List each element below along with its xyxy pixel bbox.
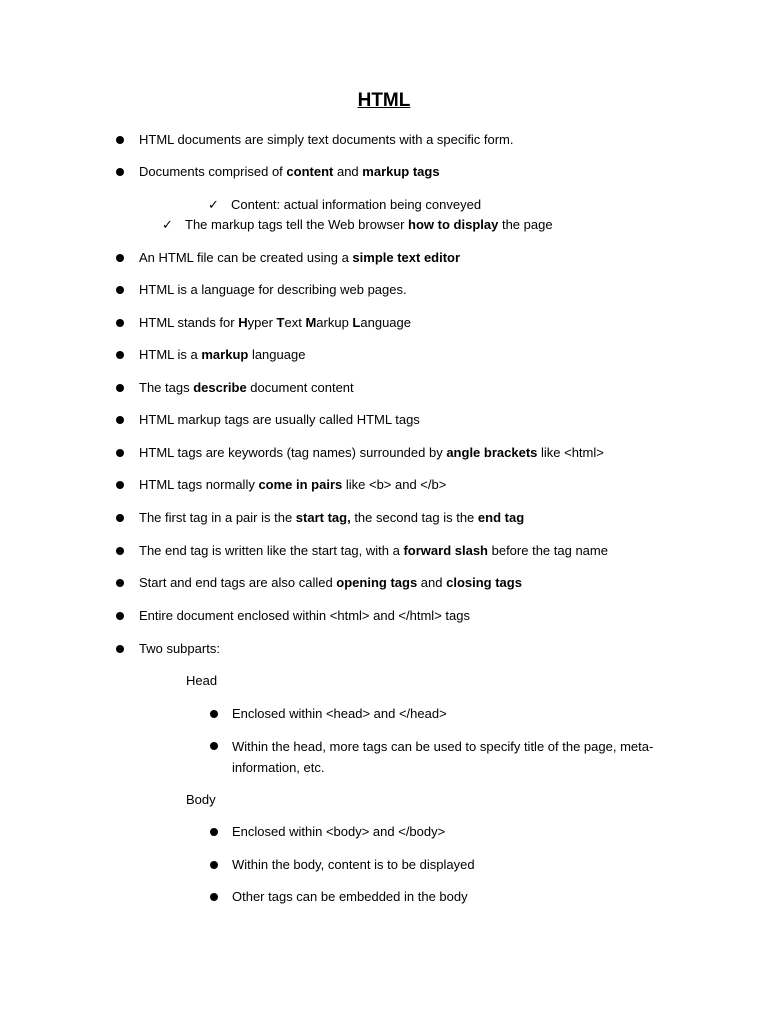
text-run: yper xyxy=(247,315,277,330)
list-item-text xyxy=(139,131,513,149)
bullet-icon xyxy=(116,384,124,392)
bold-text: markup tags xyxy=(362,164,440,179)
list-item-text xyxy=(139,411,420,429)
list-item-text xyxy=(139,476,446,494)
list-item-text xyxy=(139,509,524,527)
bullet-icon xyxy=(116,168,124,176)
bullet-icon xyxy=(116,514,124,522)
list-item-text xyxy=(232,888,468,906)
text-run: Enclosed within <body> and </body> xyxy=(232,824,446,839)
bold-text: M xyxy=(305,315,317,330)
text-run: ext xyxy=(284,315,306,330)
text-run: like <html> xyxy=(537,445,604,460)
text-run: HTML stands for xyxy=(139,315,239,330)
bold-text: describe xyxy=(193,380,247,395)
list-item-text xyxy=(139,640,220,658)
list-item-text xyxy=(139,281,407,299)
page-title: HTML xyxy=(357,90,411,111)
checkmark-icon: ✓ xyxy=(208,197,219,212)
list-item-text xyxy=(139,314,411,332)
bold-text: forward slash xyxy=(403,543,488,558)
bold-text: content xyxy=(286,164,334,179)
text-run: An HTML file can be created using a xyxy=(139,250,353,265)
text-run: The markup tags tell the Web browser xyxy=(185,217,409,232)
bullet-icon xyxy=(210,861,218,869)
text-run: Documents comprised of xyxy=(139,164,287,179)
bullet-icon xyxy=(116,612,124,620)
list-item-text xyxy=(185,216,553,234)
list-item-text xyxy=(139,444,604,462)
bullet-icon xyxy=(116,286,124,294)
section-label xyxy=(186,672,217,690)
text-run: Entire document enclosed within <html> and </html> tags xyxy=(139,608,470,623)
text-run: before the tag name xyxy=(488,543,608,558)
bullet-icon xyxy=(116,319,124,327)
text-run: the page xyxy=(498,217,553,232)
bullet-icon xyxy=(116,449,124,457)
text-run: the second tag is the xyxy=(350,510,478,525)
text-run: HTML is a language for describing web pages. xyxy=(139,282,407,297)
list-item xyxy=(232,737,672,778)
bullet-icon xyxy=(116,254,124,262)
text-run: Content: actual information being conveyed xyxy=(231,197,482,212)
bullet-icon xyxy=(210,893,218,901)
bold-text: angle brackets xyxy=(446,445,538,460)
text-run: The end tag is written like the start tag, with a xyxy=(139,543,404,558)
text-run: HTML markup tags are usually called HTML tags xyxy=(139,412,420,427)
text-run: and xyxy=(417,575,447,590)
text-run: Within the head, more tags can be used to specify title of the page, meta-information, etc. xyxy=(232,739,654,775)
list-item-text xyxy=(232,705,447,723)
bold-text: come in pairs xyxy=(258,477,343,492)
list-item-text xyxy=(139,574,522,592)
text-run: HTML tags are keywords (tag names) surrounded by xyxy=(139,445,447,460)
bullet-icon xyxy=(210,828,218,836)
text-run: HTML tags normally xyxy=(139,477,259,492)
list-item-text xyxy=(139,379,354,397)
bold-text: opening tags xyxy=(336,575,418,590)
text-run: document content xyxy=(246,380,354,395)
bold-text: H xyxy=(238,315,248,330)
bullet-icon xyxy=(210,742,218,750)
list-item-text xyxy=(231,196,481,214)
bold-text: how to xyxy=(408,217,450,232)
section-label xyxy=(186,791,216,809)
list-item-text xyxy=(232,736,672,778)
text-run: arkup xyxy=(316,315,353,330)
list-item-text xyxy=(232,823,445,841)
text-run: HTML documents are simply text documents with a specific form. xyxy=(139,132,514,147)
list-item-text xyxy=(139,346,305,364)
bold-text: end tag xyxy=(477,510,525,525)
text-run: Head xyxy=(186,673,218,688)
text-run: The first tag in a pair is the xyxy=(139,510,296,525)
bold-text: simple text editor xyxy=(352,250,461,265)
bullet-icon xyxy=(116,547,124,555)
bold-text: L xyxy=(352,315,361,330)
text-run: Other tags can be embedded in the body xyxy=(232,889,468,904)
list-item-text xyxy=(139,607,470,625)
bullet-icon xyxy=(116,481,124,489)
bullet-icon xyxy=(116,645,124,653)
list-item-text xyxy=(232,856,475,874)
bullet-icon xyxy=(210,710,218,718)
bold-text: start tag, xyxy=(295,510,351,525)
checkmark-icon: ✓ xyxy=(162,217,173,232)
text-run: like <b> and </b> xyxy=(342,477,447,492)
bold-text: T xyxy=(276,315,285,330)
text-run: HTML is a xyxy=(139,347,202,362)
text-run: language xyxy=(248,347,306,362)
text-run: Two subparts: xyxy=(139,641,220,656)
bold-text: markup xyxy=(201,347,249,362)
text-run: The tags xyxy=(139,380,194,395)
text-run: Enclosed within <head> and </head> xyxy=(232,706,447,721)
text-run: anguage xyxy=(360,315,411,330)
list-item-text xyxy=(139,163,440,181)
list-item-text xyxy=(139,542,608,560)
bullet-icon xyxy=(116,136,124,144)
text-run: Start and end tags are also called xyxy=(139,575,337,590)
bold-text: closing tags xyxy=(446,575,522,590)
text-run: Within the body, content is to be displayed xyxy=(232,857,475,872)
text-run: and xyxy=(333,164,363,179)
bullet-icon xyxy=(116,351,124,359)
text-run: Body xyxy=(186,792,216,807)
bullet-icon xyxy=(116,416,124,424)
list-item-text xyxy=(139,249,460,267)
bold-text: display xyxy=(453,217,499,232)
bullet-icon xyxy=(116,579,124,587)
